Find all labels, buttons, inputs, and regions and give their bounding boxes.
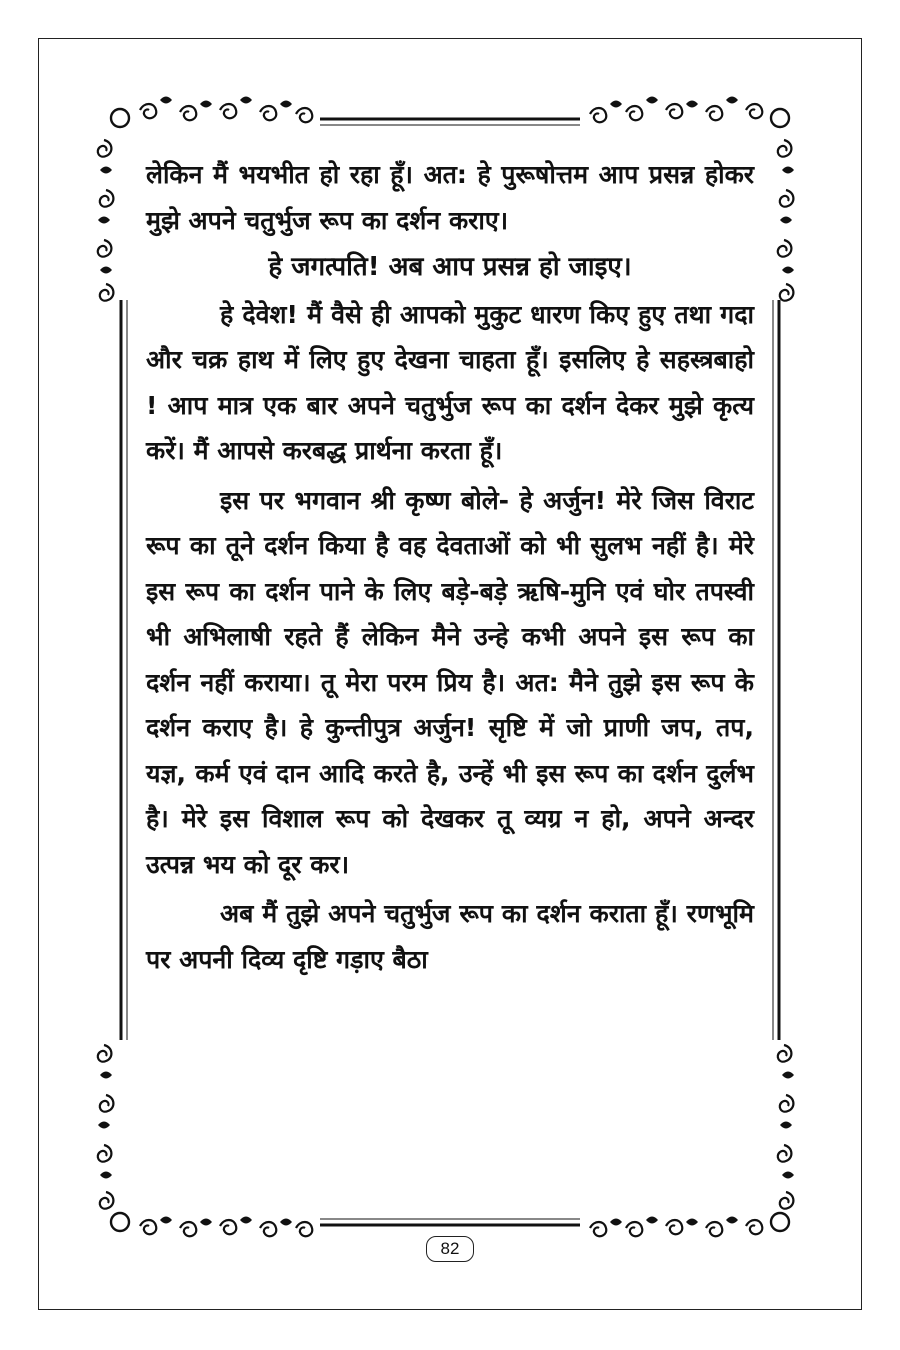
- paragraph-invocation: हे जगत्पति! अब आप प्रसन्न हो जाइए।: [268, 252, 632, 282]
- paragraph-krishna-reply: इस पर भगवान श्री कृष्ण बोले- हे अर्जुन! मेरे जिस विराट रूप का तूने दर्शन किया है वह देवताओं को भी सुलभ नहीं है। मेरे इस रूप का दर्शन पाने के लिए बड़े-बड़े ऋषि-मुनि एवं घोर तपस्वी भी अभिलाषी रहते हैं लेकिन मैने उन्हे कभी अपने इस रूप का दर्शन नहीं कराया। तू मेरा परम प्रिय है। अत: मैने तुझे इस रूप के दर्शन कराए है। हे कुन्तीपुत्र अर्जुन! सृष्टि में जो प्राणी जप, तप, यज्ञ, कर्म एवं दान आदि करते है, उन्हें भी इस रूप का दर्शन दुर्लभ है। मेरे इस विशाल रूप को देखकर तू व्यग्र न हो, अपने अन्दर उत्पन्न भय को दूर कर।: [146, 485, 754, 879]
- left-ornament: [98, 140, 114, 1209]
- page-text: [146, 152, 754, 982]
- paragraph-continuation: लेकिन मैं भयभीत हो रहा हूँ। अत: हे पुरूषोत्तम आप प्रसन्न होकर मुझे अपने चतुर्भुज रूप का दर्शन कराए।: [146, 160, 754, 235]
- paragraph-chaturbhuj: अब मैं तुझे अपने चतुर्भुज रूप का दर्शन कराता हूँ। रणभूमि पर अपनी दिव्य दृष्टि गड़ाए बैठा: [146, 899, 754, 974]
- paragraph-devesh: हे देवेश! मैं वैसे ही आपको मुकुट धारण किए हुए तथा गदा और चक्र हाथ में लिए हुए देखना चाहता हूँ। इसलिए हे सहस्त्रबाहो ! आप मात्र एक बार अपने चतुर्भुज रूप का दर्शन देकर मुझे कृत्य करें। मैं आपसे करबद्ध प्रार्थना करता हूँ।: [146, 299, 754, 465]
- top-ornament: [111, 97, 789, 128]
- page-number: 82: [426, 1236, 474, 1262]
